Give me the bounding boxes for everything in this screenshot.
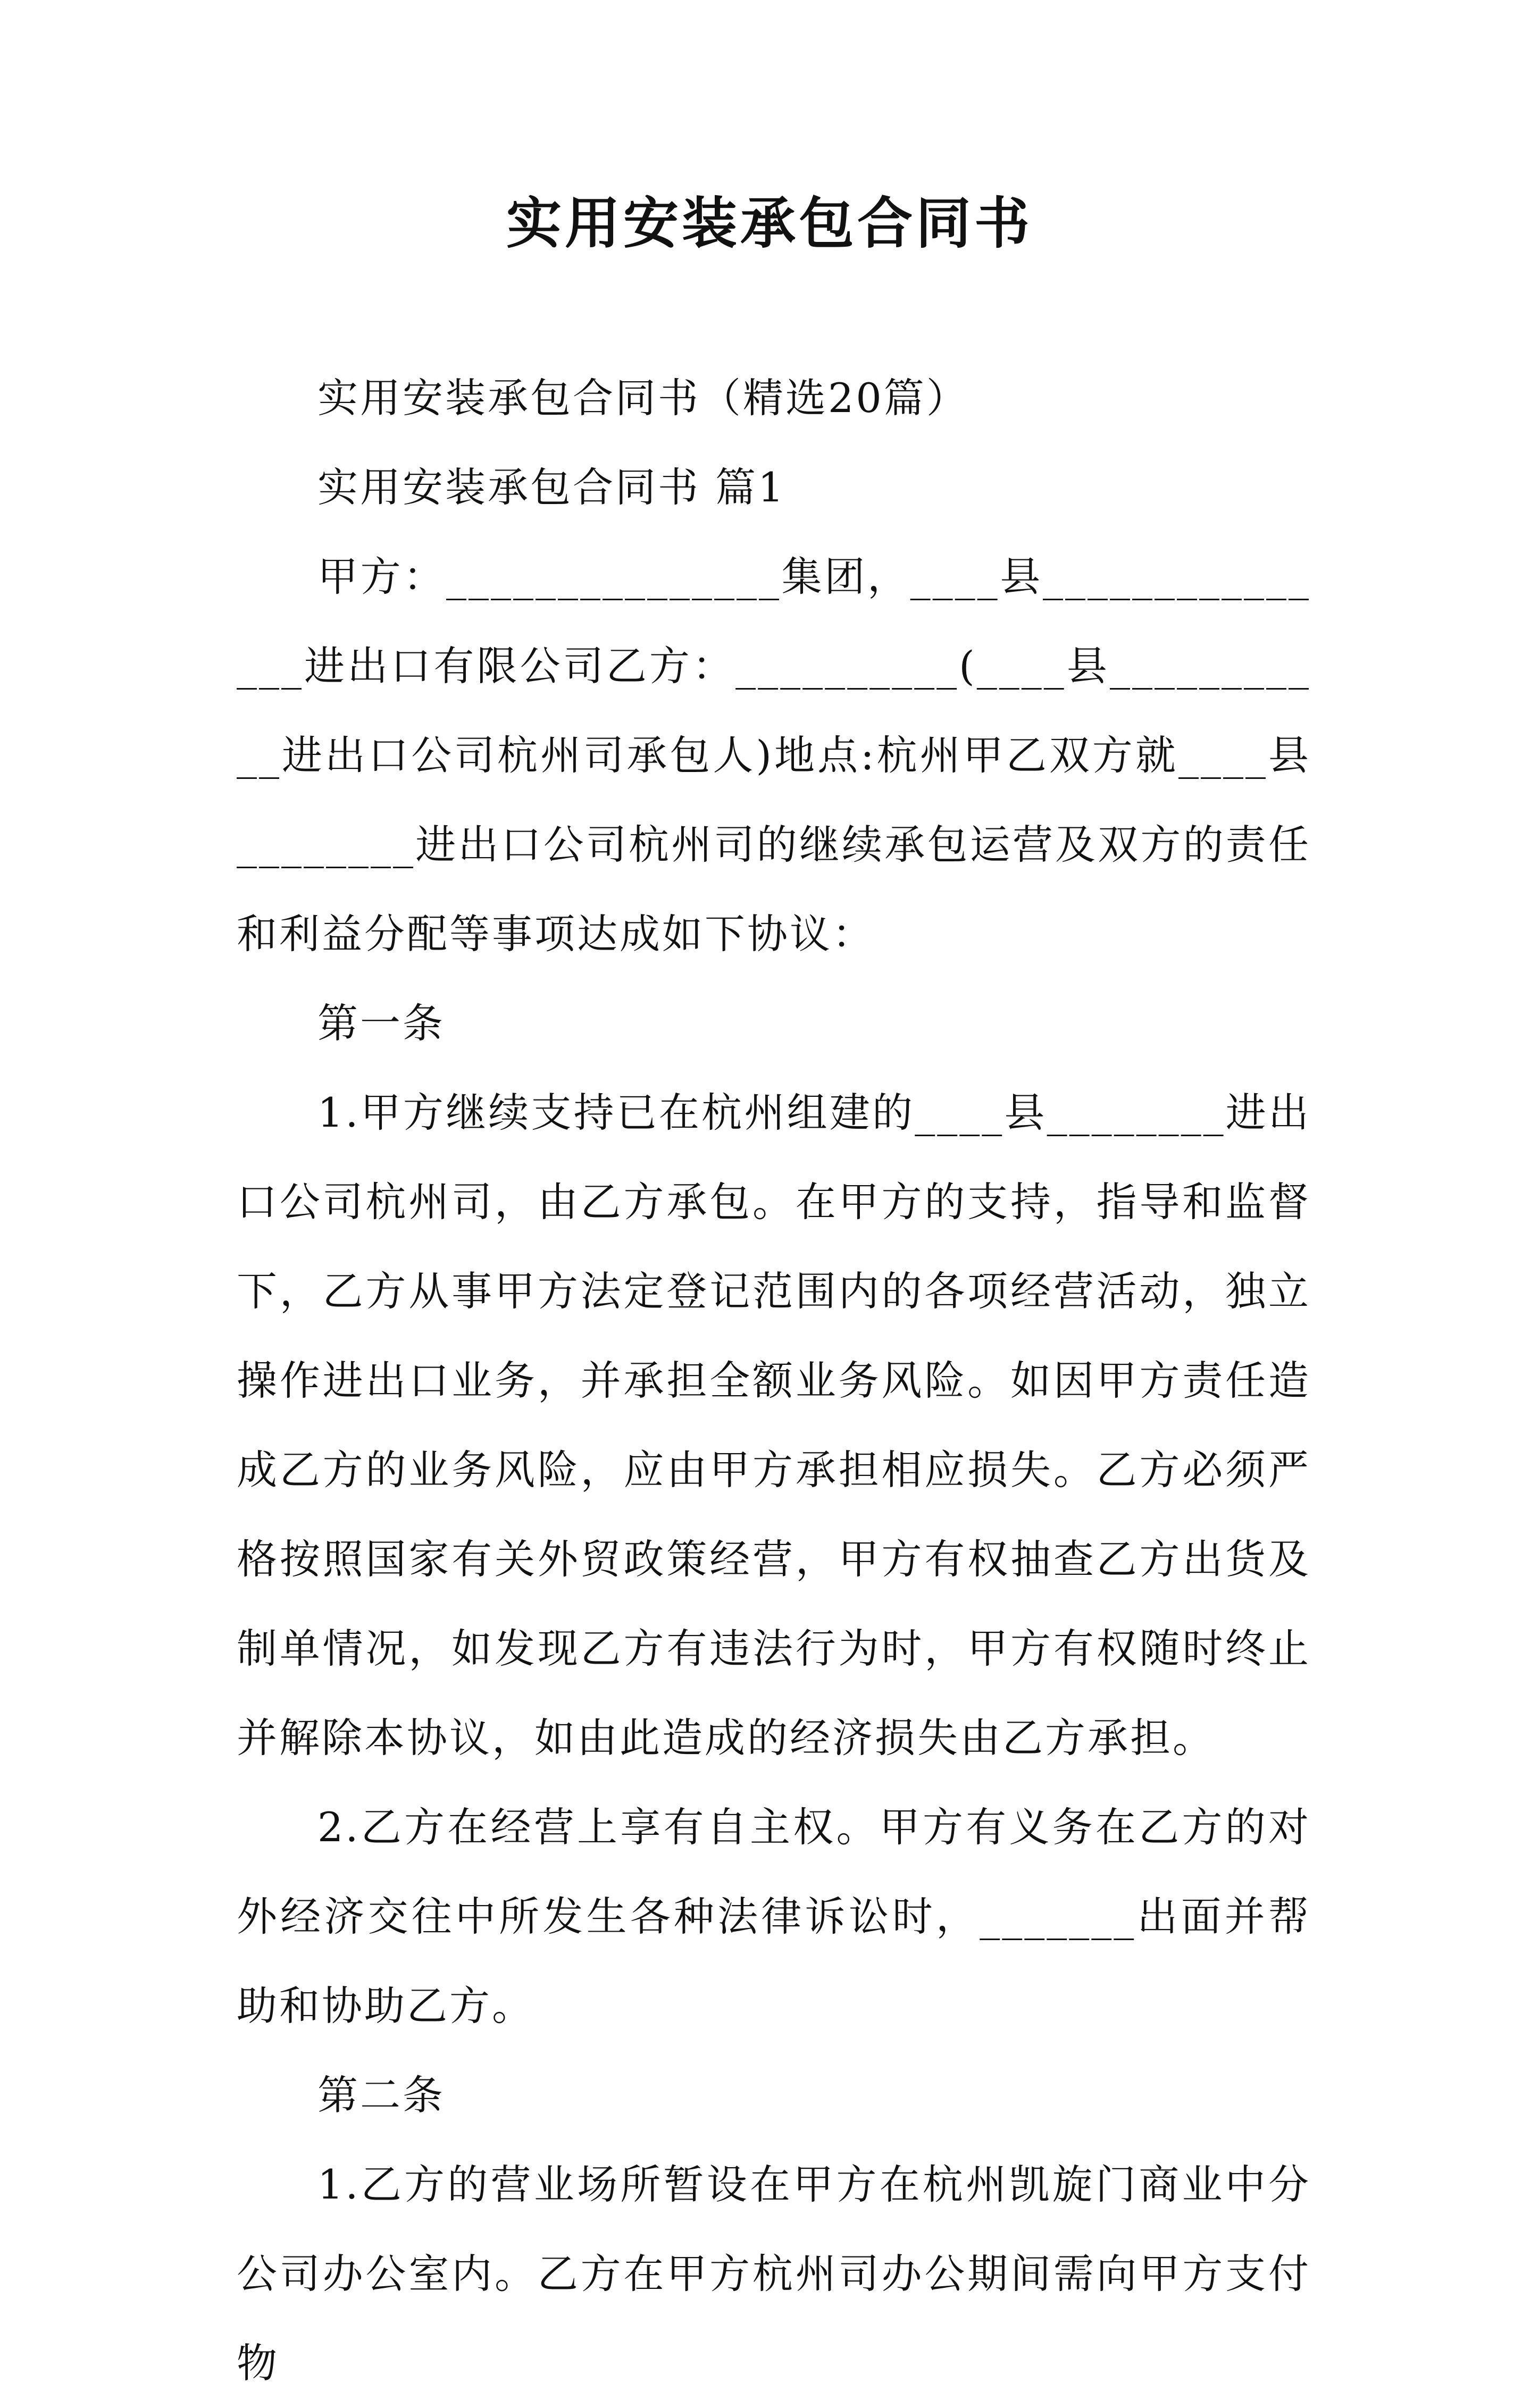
article-heading-2: 第二条	[317, 2071, 445, 2119]
document-title: 实用安装承包合同书	[506, 190, 1033, 256]
paragraph-parties: 甲方：_______________集团，____县_______________进出口有限公司乙方：__________(____县___________进出口公司杭州司承包人)地点:杭州甲乙双方就____县________进出口公司杭州司的继续承包运营及双方的责任和利益分配等事项达成如下协议：	[237, 553, 1311, 958]
article-heading-1: 第一条	[317, 1000, 445, 1047]
article-1-clause-2: 2.乙方在经营上享有自主权。甲方有义务在乙方的对外经济交往中所发生各种法律诉讼时，_______出面并帮助和协助乙方。	[237, 1803, 1311, 2029]
article-2-clause-1: 1.乙方的营业场所暂设在甲方在杭州凯旋门商业中分公司办公室内。乙方在甲方杭州司办公期间需向甲方支付物	[237, 2161, 1311, 2387]
article-1-clause-1: 1.甲方继续支持已在杭州组建的____县________进出口公司杭州司，由乙方承包。在甲方的支持，指导和监督下，乙方从事甲方法定登记范围内的各项经营活动，独立操作进出口业务，并承担全额业务风险。如因甲方责任造成乙方的业务风险，应由甲方承担相应损失。乙方必须严格按照国家有关外贸政策经营，甲方有权抽查乙方出货及制单情况，如发现乙方有违法行为时，甲方有权随时终止并解除本协议，如由此造成的经济损失由乙方承担。	[237, 1089, 1311, 1761]
paragraph-section-heading: 实用安装承包合同书 篇1	[317, 464, 786, 511]
paragraph-intro: 实用安装承包合同书（精选20篇）	[317, 374, 969, 422]
document-body	[237, 354, 1311, 2408]
